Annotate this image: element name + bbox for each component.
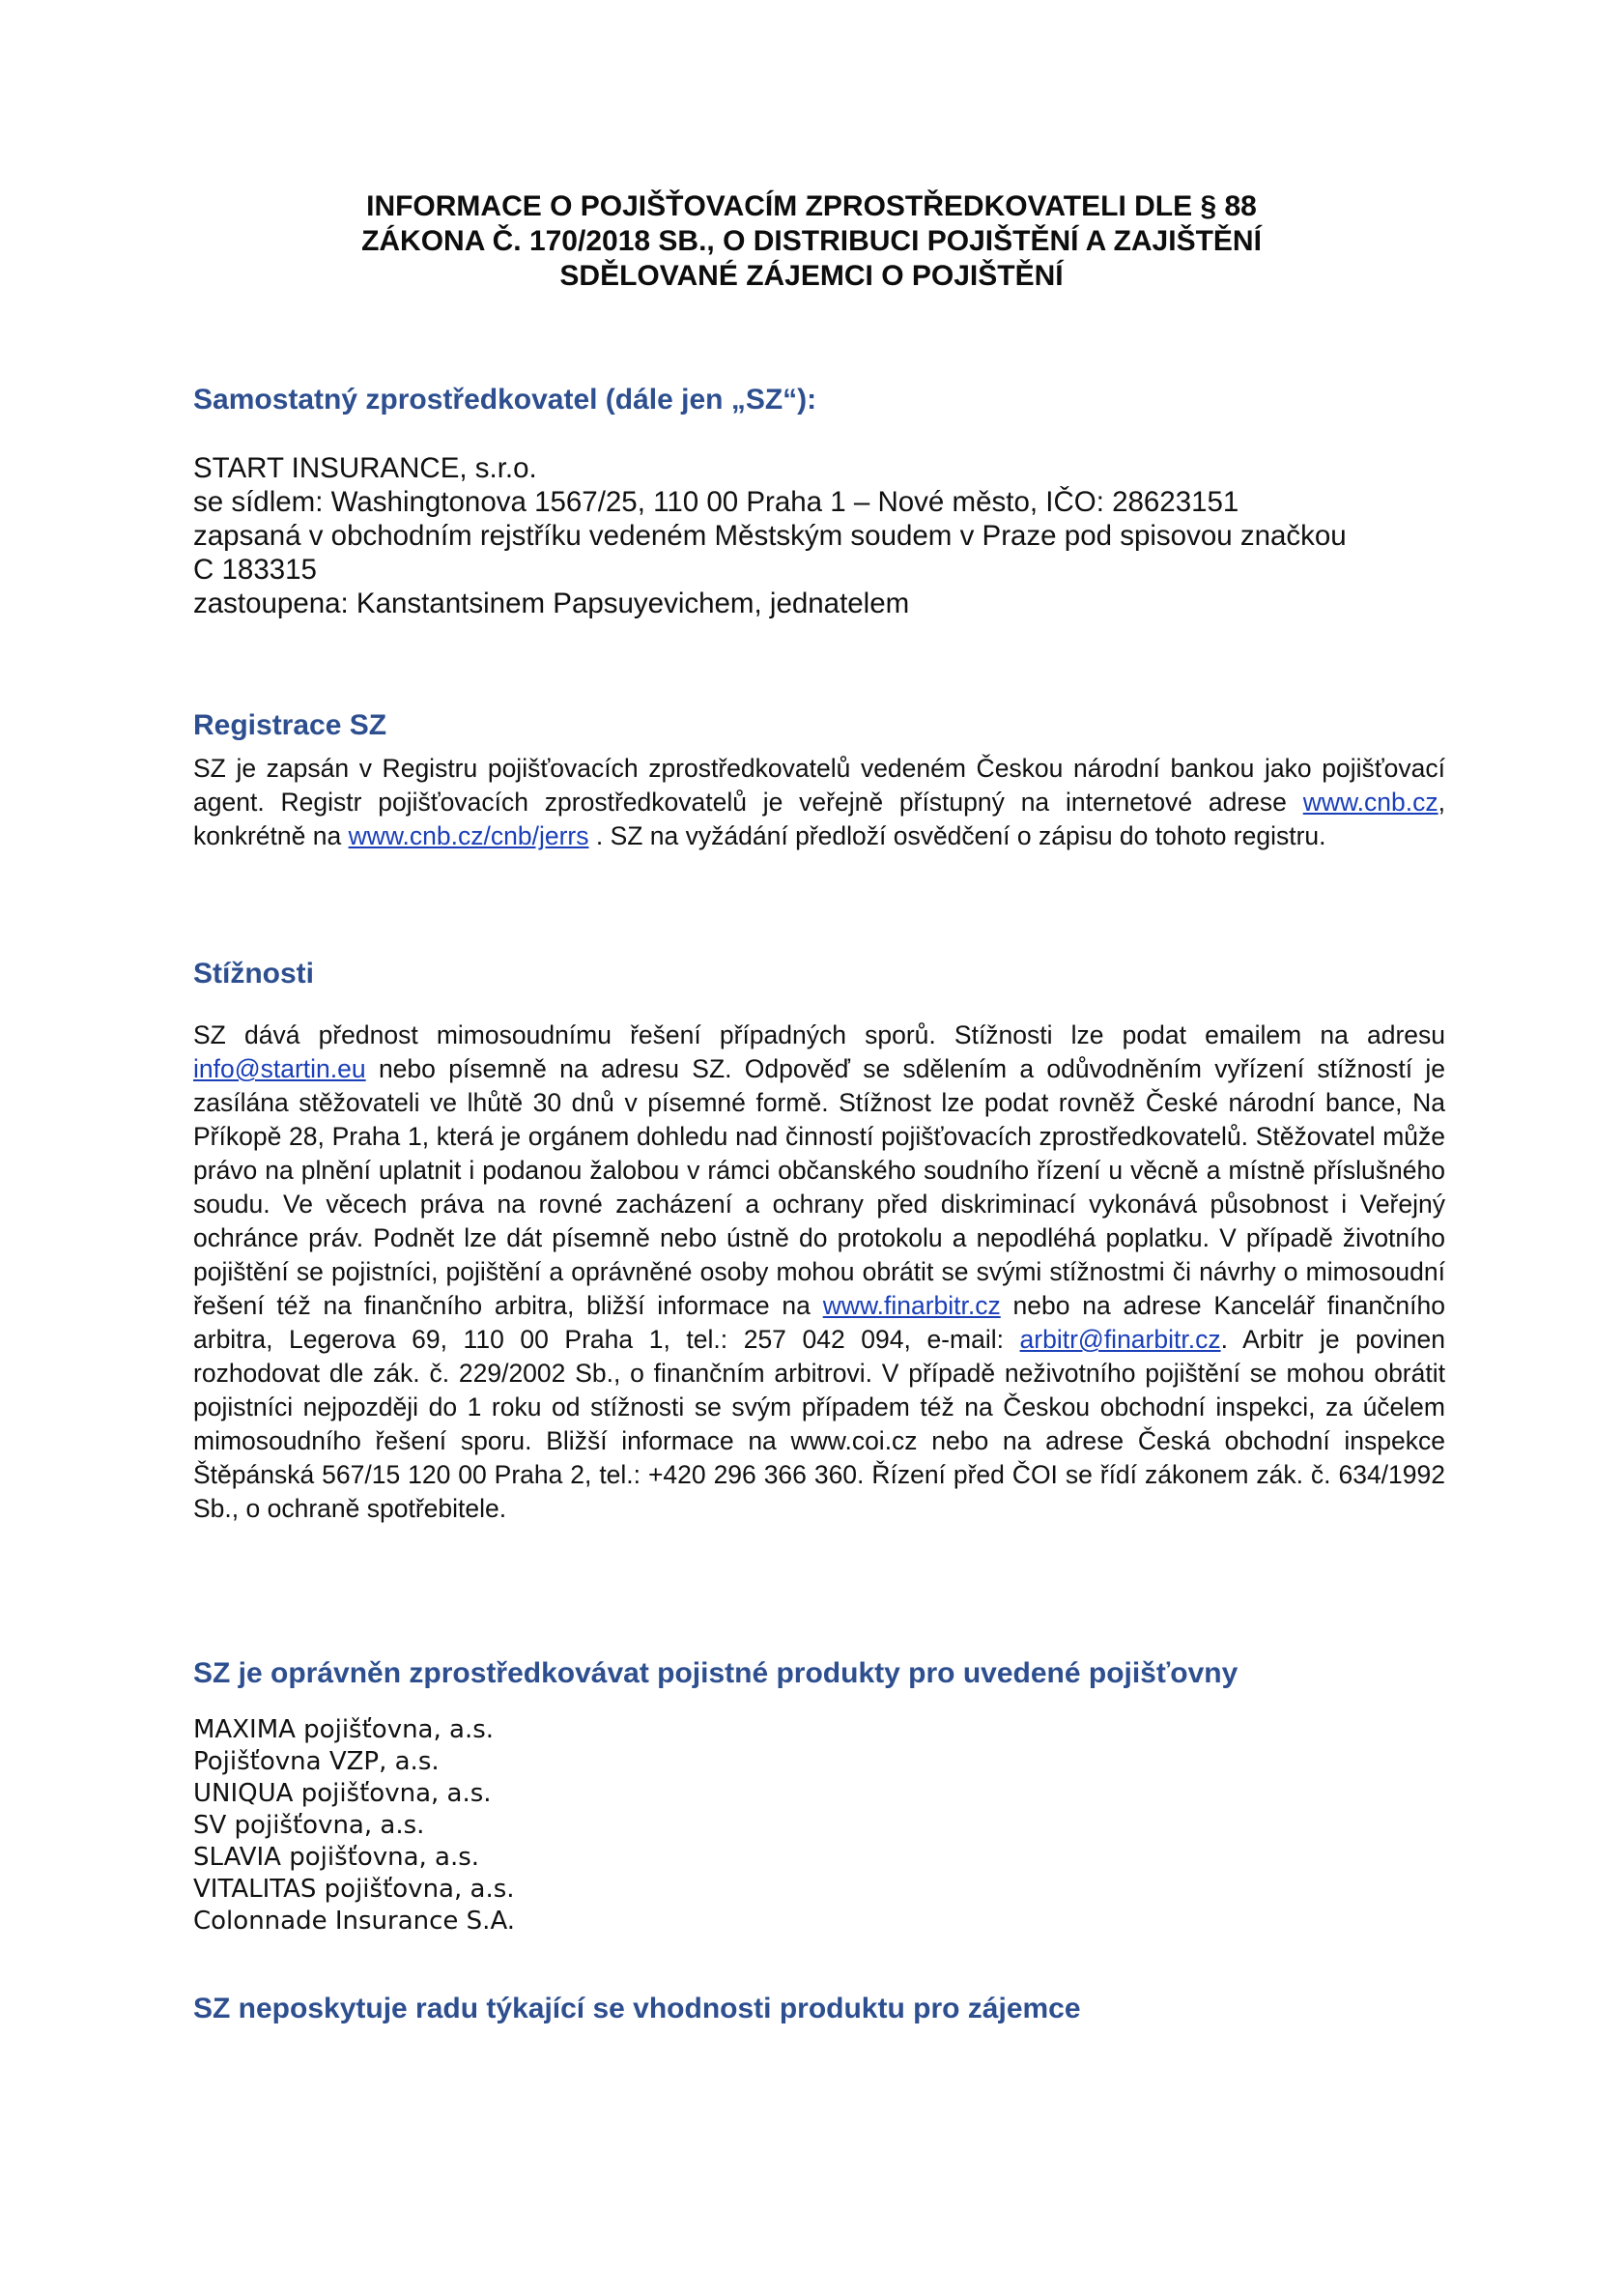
- company-name: START INSURANCE, s.r.o.: [193, 452, 537, 484]
- company-address: se sídlem: Washingtonova 1567/25, 110 00 Praha 1 – Nové město, IČO: 28623151: [193, 486, 1239, 518]
- insurer-item: UNIQUA pojišťovna, a.s.: [193, 1779, 492, 1808]
- advice-heading: SZ neposkytuje radu týkající se vhodnosti produktu pro zájemce: [193, 1993, 1081, 2024]
- insurer-item: VITALITAS pojišťovna, a.s.: [193, 1875, 515, 1904]
- insurer-item: Colonnade Insurance S.A.: [193, 1907, 516, 1936]
- complaints-text-3: nebo na adrese Kancelář finančního arbitra, Legerova 69, 110 00 Praha 1, tel.: 257 042 094, e-mail:: [193, 1291, 1445, 1354]
- company-register-line-2: C 183315: [193, 554, 317, 586]
- company-register-line-1: zapsaná v obchodním rejstříku vedeném Městským soudem v Praze pod spisovou značkou: [193, 520, 1347, 552]
- title-line-2: ZÁKONA Č. 170/2018 SB., O DISTRIBUCI POJIŠTĚNÍ A ZAJIŠTĚNÍ: [361, 225, 1262, 257]
- complaints-heading: Stížnosti: [193, 958, 314, 990]
- insurers-list: [193, 1714, 515, 1937]
- complaints-text-2: nebo písemně na adresu SZ. Odpověď se sdělením a odůvodněním vyřízení stížností je zasílána stěžovateli ve lhůtě 30 dnů v písemné formě. Stížnost lze podat rovněž České národní bance, Na Příkopě 28, Praha 1, která je orgánem dohledu nad činností pojišťovacích zprostředkovatelů. Stěžovatel může právo na plnění uplatnit i podanou žalobou v rámci občanského soudního řízení u věcně a místně příslušného soudu. Ve věcech práva na rovné zacházení a ochrany před diskriminací vykonává působnost i Veřejný ochránce práv. Podnět lze dát písemně nebo ústně do protokolu a nepodléhá poplatku. V případě životního pojištění se pojistníci, pojištění a oprávněné osoby mohou obrátit se svými stížnostmi či návrhy o mimosoudní řešení též na finančního arbitra, bližší informace na: [193, 1054, 1445, 1320]
- company-representative: zastoupena: Kanstantsinem Papsuyevichem, jednatelem: [193, 588, 910, 619]
- finarbitr-link[interactable]: www.finarbitr.cz: [822, 1291, 1001, 1320]
- complaints-paragraph: [193, 1019, 1445, 1526]
- cnb-jerrs-link[interactable]: www.cnb.cz/cnb/jerrs: [348, 821, 589, 850]
- complaints-text-4: . Arbitr je povinen rozhodovat dle zák. č. 229/2002 Sb., o finančním arbitrovi. V případě neživotního pojištění se mohou obrátit pojistníci nejpozději do 1 roku od stížnosti se svým případem též na Českou obchodní inspekci, za účelem mimosoudního řešení sporu. Bližší informace na www.coi.cz nebo na adrese Česká obchodní inspekce Štěpánská 567/15 120 00 Praha 2, tel.: +420 296 366 360. Řízení před ČOI se řídí zákonem zák. č. 634/1992 Sb., o ochraně spotřebitele.: [193, 1325, 1445, 1523]
- registration-heading: Registrace SZ: [193, 709, 387, 741]
- products-heading: SZ je oprávněn zprostředkovávat pojistné produkty pro uvedené pojišťovny: [193, 1657, 1239, 1689]
- registration-text-2: , konkrétně na: [193, 788, 1445, 850]
- title-line-1: INFORMACE O POJIŠŤOVACÍM ZPROSTŘEDKOVATELI DLE § 88: [366, 190, 1257, 222]
- registration-paragraph: [193, 752, 1445, 853]
- startin-email-link[interactable]: info@startin.eu: [193, 1054, 366, 1083]
- complaints-text-1: SZ dává přednost mimosoudnímu řešení případných sporů. Stížnosti lze podat emailem na adresu: [193, 1020, 1445, 1049]
- intermediary-heading: Samostatný zprostředkovatel (dále jen „SZ“):: [193, 384, 817, 416]
- cnb-link[interactable]: www.cnb.cz: [1302, 788, 1438, 817]
- insurer-item: Pojišťovna VZP, a.s.: [193, 1747, 440, 1776]
- document-title: [242, 189, 1381, 294]
- registration-text-1: SZ je zapsán v Registru pojišťovacích zprostředkovatelů vedeném Českou národní bankou jako pojišťovací agent. Registr pojišťovacích zprostředkovatelů je veřejně přístupný na internetové adrese: [193, 754, 1445, 817]
- insurer-item: SLAVIA pojišťovna, a.s.: [193, 1843, 480, 1872]
- intermediary-details: [193, 451, 1347, 620]
- insurer-item: SV pojišťovna, a.s.: [193, 1811, 425, 1840]
- insurer-item: MAXIMA pojišťovna, a.s.: [193, 1715, 495, 1744]
- registration-text-3: . SZ na vyžádání předloží osvědčení o zápisu do tohoto registru.: [588, 821, 1326, 850]
- title-line-3: SDĚLOVANÉ ZÁJEMCI O POJIŠTĚNÍ: [559, 260, 1064, 292]
- arbitr-email-link[interactable]: arbitr@finarbitr.cz: [1019, 1325, 1221, 1354]
